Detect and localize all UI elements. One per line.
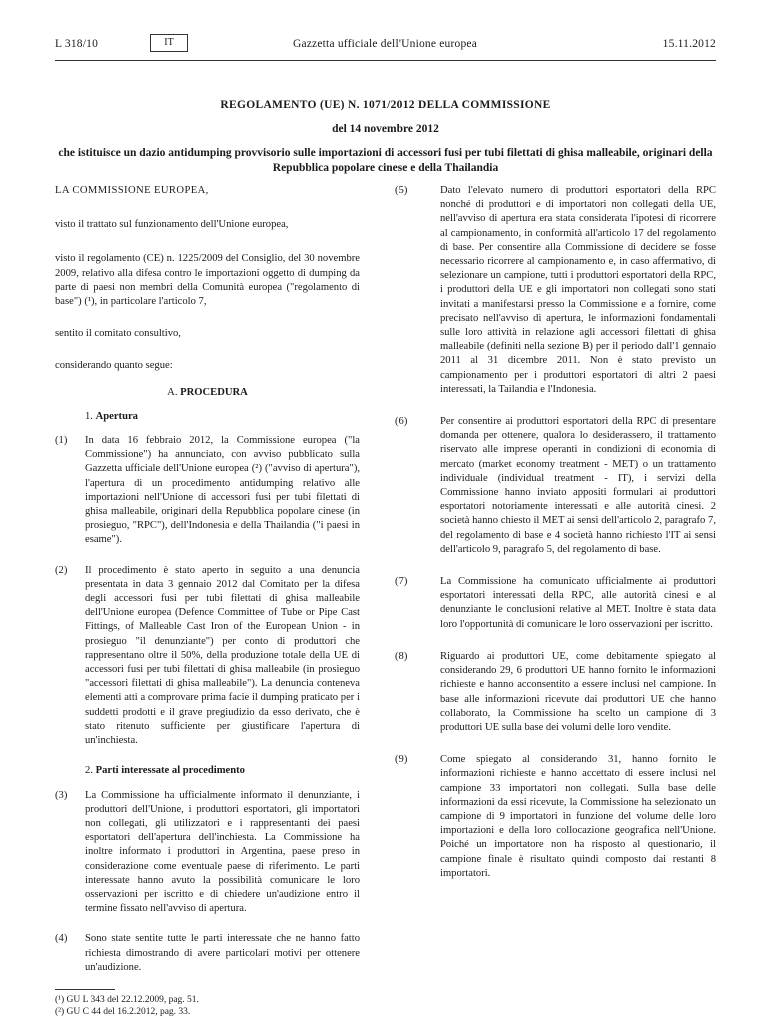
recital-2 [55, 564, 360, 749]
recital-text: In data 16 febbraio 2012, la Commissione europea ("la Commissione") ha annunciato, con avviso pubblicato sulla Gazzetta ufficiale dell'Unione europea (²) ("avviso di apertura"), l'apertura di un procedimento antidumping relativo alle importazioni nell'Unione di accessori fusi per tubi filettati di ghisa malleabile, originari della Repubblica popolare cinese (in prosieguo, "RPC"), dell'Indonesia e della Thailandia ("i paesi in esame"). [85, 435, 360, 546]
page-reference: L 318/10 [55, 38, 99, 50]
recital-4 [55, 932, 360, 975]
committee-citation: sentito il comitato consultivo, [55, 328, 181, 340]
subsection-heading [85, 410, 360, 424]
recital-text: La Commissione ha ufficialmente informato il denunziante, i produttori dell'Unione, i produttori esportatori, gli importatori non collegati, gli utilizzatori e i rappresentanti dei paesi esportatori dell'apertura dell'inchiesta. La Commissione ha inoltre informato i produttori in Argentina, paese preso in considerazione come eventuale paese di riferimento. Le parti interessate hanno avuto la possibilità comunicare le loro osservazioni per iscritto e di chiedere un'audizione entro il termine fissato nell'avviso di apertura. [85, 789, 360, 915]
footnote-2: (²) GU C 44 del 16.2.2012, pag. 33. [55, 1006, 191, 1017]
regulation-subject: che istituisce un dazio antidumping provvisorio sulle importazioni di accessori fusi per tubi filettati di ghisa malleabile, originari della Repubblica popolare cinese e della Thailandia [58, 147, 713, 174]
recital-number: (6) [395, 416, 408, 428]
recital-number: (1) [55, 435, 68, 447]
recital-text: La Commissione ha comunicato ufficialmente ai produttori esportatori interessati della RPC, alle autorità cinesi e al denunziante le conclusioni relative al MET. Inoltre è stata data loro l'opportunità di comunicare le loro osservazioni per iscritto. [440, 576, 716, 630]
section-heading [55, 386, 360, 400]
recital-6 [395, 415, 716, 557]
recital-text: Sono state sentite tutte le parti interessate che ne hanno fatto richiesta dimostrando di avere particolari motivi per ottenere un'audizione. [85, 933, 360, 973]
recital-text: Riguardo ai produttori UE, come debitamente spiegato al considerando 29, 6 produttori UE hanno fornito le informazioni richieste e hanno acconsentito a essere inclusi nel campione. In base alle informazioni ricevute dai produttori UE che hanno collaborato, la Commissione ha scelto un campione di 3 produttori UE sulla base dei volumi delle loro vendite. [440, 650, 716, 733]
recital-number: (7) [395, 576, 408, 588]
recital-number: (5) [395, 185, 408, 196]
recital-number: (8) [395, 650, 408, 662]
recital-number: (2) [55, 564, 68, 576]
treaty-citation: visto il trattato sul funzionamento dell'Unione europea, [55, 219, 289, 231]
recital-9 [395, 753, 716, 881]
subsection-number: 1. [85, 410, 93, 422]
recital-number: (4) [55, 933, 68, 945]
recital-text: Come spiegato al considerando 31, hanno fornito le informazioni richieste e hanno accettato di essere inclusi nel campione 33 importatori non collegati. Sulla base delle informazioni da essi ricevute, la Commissione ha selezionato un campione di 9 importatori in funzione del volume delle loro importazioni e della loro collocazione geografica nell'Unione. Poiché un importatore non ha risposto al questionario, il campione finale è risultato quindi composto dai restanti 8 importatori. [440, 754, 716, 879]
section-label: A. [167, 386, 178, 398]
regulation-citation: visto il regolamento (CE) n. 1225/2009 del Consiglio, del 30 novembre 2009, relativo alla difesa contro le importazioni oggetto di dumping da parte di paesi non membri della Comunità europea ("regolamento di base") (¹), in particolare l'articolo 7, [55, 253, 360, 308]
recital-1 [55, 434, 360, 548]
recital-text: Per consentire ai produttori esportatori della RPC di presentare domanda per ottenere, qualora lo desiderassero, il trattamento riservato alle imprese operanti in condizioni di economia di mercato (market economy treatment - MET) o un trattamento individuale (individual treatment - IT), i servizi della Commissione hanno inviato appositi formulari ai produttori esportatori notoriamente interessati e alle autorità cinesi. 2 società hanno chiesto il MET ai sensi dell'articolo 2, paragrafo 7, del regolamento di base e 4 società hanno richiesto l'IT ai sensi dell'articolo 9, paragrafo 5, del regolamento di base. [440, 416, 716, 555]
recital-3 [55, 789, 360, 917]
recital-number: (9) [395, 754, 408, 766]
recital-8 [395, 650, 716, 735]
subsection-title: Apertura [95, 410, 138, 422]
regulation-title: REGOLAMENTO (UE) N. 1071/2012 DELLA COMMISSIONE [220, 99, 551, 111]
recital-text: Dato l'elevato numero di produttori esportatori della RPC nonché di produttori e di importatori non collegati della UE, nell'avviso di apertura era stata considerata l'ipotesi di ricorrere al campionamento, in conformità all'articolo 17 del regolamento di base. Per consentire alla Commissione di decidere se fosse necessario ricorrere al campionamento e, in caso affermativo, di selezionare un campione, tutti i produttori esportatori della RPC, i produttori della UE e gli importatori non collegati sono stati invitati a manifestarsi presso la Commissione e a fornire, come precisato nell'avviso di apertura, le informazioni fondamentali sulle loro attività in relazione agli accessori filettati di ghisa malleabile (definiti nella sezione B) per il periodo dall'1 gennaio 2011 al 31 dicembre 2011. Non è stato previsto un campionamento per i produttori esportatori di altri 2 paesi interessati, la Tailandia e l'Indonesia. [440, 185, 716, 395]
subsection-title: Parti interessate al procedimento [95, 765, 245, 777]
footnote-1: (¹) GU L 343 del 22.12.2009, pag. 51. [55, 994, 199, 1005]
recital-5 [395, 184, 716, 397]
recital-number: (3) [55, 789, 68, 801]
commission-preamble: LA COMMISSIONE EUROPEA, [55, 185, 209, 196]
header-divider [55, 60, 716, 61]
publication-date: 15.11.2012 [662, 38, 716, 50]
subsection-number: 2. [85, 765, 93, 777]
considering-line: considerando quanto segue: [55, 360, 173, 372]
recital-text: Il procedimento è stato aperto in seguito a una denuncia presentata in data 3 gennaio 2012 dal Comitato per la difesa degli accessori fusi per tubi filettati di ghisa malleabile dell'Unione europea (Defence Committee of Tube or Pipe Cast Fittings, of Malleable Cast Iron of the European Union - in prosieguo "il denunziante") per conto di produttori che rappresentano oltre il 50%, della produzione totale della UE di accessori fusi per tubi filettati di ghisa malleabile (in prosieguo "accessori filettati di ghisa malleabile"). La denuncia conteneva elementi atti a comprovare prima facie il dumping praticato per i suddetti prodotti e il grave pregiudizio da esso derivato, che è stato ritenuto sufficiente per giustificare l'apertura di un'inchiesta. [85, 564, 360, 747]
right-column [395, 184, 716, 899]
footnote-divider [55, 989, 115, 990]
section-title: PROCEDURA [180, 386, 248, 398]
left-column [55, 184, 360, 1018]
journal-name: Gazzetta ufficiale dell'Unione europea [292, 38, 478, 50]
regulation-date: del 14 novembre 2012 [332, 123, 439, 135]
subsection-heading [85, 764, 360, 778]
language-badge: IT [150, 34, 188, 52]
recital-7 [395, 575, 716, 632]
